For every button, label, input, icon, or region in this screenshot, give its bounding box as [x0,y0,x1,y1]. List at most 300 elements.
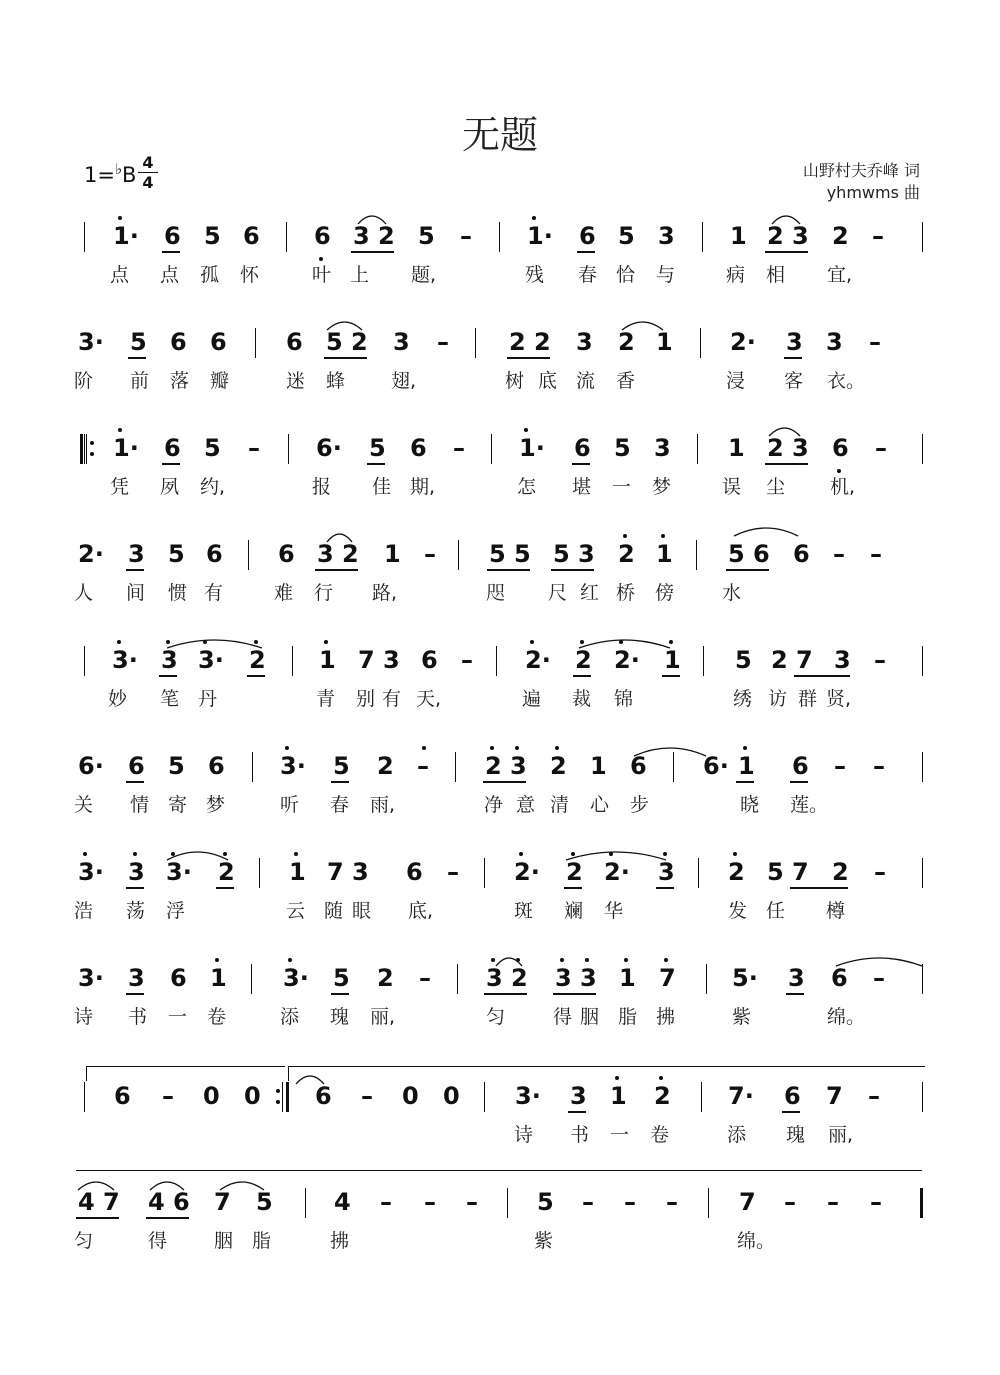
octave-dot-high [203,640,207,644]
jianpu-note: 3 [576,328,593,356]
lyric-syllable: 怎 [517,476,537,498]
lyric-syllable: 一 [610,1124,630,1146]
lyric-syllable: 迷 [286,370,306,392]
jianpu-note: 6 [753,540,770,568]
lyric-syllable: 瓣 [210,370,230,392]
beam-underline [790,887,848,889]
jianpu-note: 2 [485,752,502,780]
lyric-syllable: 叶 [312,264,332,286]
octave-dot-high [664,958,668,962]
jianpu-note: 2 [218,858,235,886]
beam-underline [551,569,594,571]
bar-line [697,434,698,464]
bar-line [507,1188,508,1218]
lyric-syllable: 得 [553,1006,573,1028]
octave-dot-high [580,640,584,644]
jianpu-note: 1 [610,1082,627,1110]
lyric-syllable: 一 [168,1006,188,1028]
dash-note: – [874,858,886,886]
lyric-syllable: 眼 [352,900,372,922]
dash-note: – [424,1188,436,1216]
bar-line [84,222,85,252]
octave-dot-high [294,852,298,856]
jianpu-note: 6 [243,222,260,250]
octave-dot-high [624,958,628,962]
lyric-syllable: 别 [356,688,376,710]
volta-bracket-2 [288,1066,925,1081]
bar-line [673,752,674,782]
duration-underline [572,463,590,465]
beam-underline [484,993,527,995]
octave-dot-high [117,640,121,644]
jianpu-note: 5 [537,1188,554,1216]
lyric-syllable: 华 [604,900,624,922]
lyric-syllable: 底, [408,900,434,922]
jianpu-note: 6 [792,752,809,780]
time-signature-top: 4 [142,153,154,172]
jianpu-note: 3 [826,328,843,356]
dash-note: – [870,1188,882,1216]
octave-dot-high [133,852,137,856]
octave-dot-high [733,852,737,856]
bar-line [84,646,85,676]
jianpu-note: 3 [161,646,178,674]
octave-dot-low [837,469,841,473]
lyric-syllable: 绵。 [827,1006,866,1028]
jianpu-note: 6 [574,434,591,462]
lyricist-credit: 山野村夫乔峰 词 [802,161,920,180]
octave-dot-high [585,958,589,962]
jianpu-note: 6 [208,752,225,780]
dash-note: – [666,1188,678,1216]
jianpu-note: 3 [128,540,145,568]
bar-line [922,1082,923,1112]
jianpu-note: 1· [519,434,545,462]
jianpu-note: 1 [384,540,401,568]
repeat-dot [276,1100,280,1104]
jianpu-note: 5 [130,328,147,356]
lyric-syllable: 诗 [74,1006,94,1028]
octave-dot-high [166,640,170,644]
lyric-syllable: 丽, [828,1124,854,1146]
jianpu-note: 3 [486,964,503,992]
lyric-syllable: 流 [576,370,596,392]
jianpu-note: 5· [732,964,758,992]
octave-dot-high [669,640,673,644]
jianpu-note: 3 [658,222,675,250]
jianpu-note: 1 [730,222,747,250]
lyric-syllable: 听 [280,794,300,816]
jianpu-note: 0 [203,1082,220,1110]
lyric-syllable: 题, [411,264,437,286]
lyric-syllable: 上 [350,264,370,286]
jianpu-note: 2 [378,222,395,250]
jianpu-note: 3 [578,540,595,568]
jianpu-note: 3 [580,964,597,992]
jianpu-note: 2 [575,646,592,674]
lyric-syllable: 傍 [655,582,675,604]
lyric-syllable: 净 [484,794,504,816]
jianpu-note: 1· [113,222,139,250]
lyric-syllable: 卷 [650,1124,670,1146]
jianpu-note: 2· [604,858,630,886]
repeat-start-thin [86,434,87,464]
bar-line [701,1082,702,1112]
duration-underline [662,675,680,677]
jianpu-note: 5 [767,858,784,886]
dash-note: – [248,434,260,462]
jianpu-note: 7 [826,1082,843,1110]
octave-dot-high [743,746,747,750]
lyric-syllable: 脂 [252,1230,272,1252]
duration-underline [784,357,802,359]
duration-underline [126,887,144,889]
jianpu-note: 6 [793,540,810,568]
octave-dot-high [118,428,122,432]
jianpu-note: 3 [353,222,370,250]
bar-line [922,752,923,782]
jianpu-note: 6 [630,752,647,780]
repeat-start-bar [80,434,83,464]
jianpu-note: 5 [553,540,570,568]
octave-dot-high [532,216,536,220]
jianpu-note: 5 [326,328,343,356]
dash-note: – [162,1082,174,1110]
dash-note: – [582,1188,594,1216]
beam-underline [315,569,358,571]
jianpu-note: 2 [342,540,359,568]
lyric-syllable: 衣。 [827,370,866,392]
jianpu-note: 6· [703,752,729,780]
jianpu-note: 3 [786,328,803,356]
jianpu-note: 3 [834,646,851,674]
lyric-syllable: 青 [316,688,336,710]
lyric-syllable: 与 [656,264,676,286]
bar-line [922,434,923,464]
lyric-syllable: 诗 [514,1124,534,1146]
duration-underline [247,675,265,677]
bar-line [708,1188,709,1218]
octave-dot-high [171,852,175,856]
dash-note: – [870,540,882,568]
repeat-dot [90,452,94,456]
lyric-syllable: 得 [148,1230,168,1252]
jianpu-note: 7 [327,858,344,886]
jianpu-note: 5 [204,434,221,462]
jianpu-note: 2 [767,222,784,250]
jianpu-note: 6 [210,328,227,356]
lyric-syllable: 浮 [166,900,186,922]
octave-dot-high [619,640,623,644]
dash-note: – [466,1188,478,1216]
jianpu-note: 3 [658,858,675,886]
jianpu-note: 2 [534,328,551,356]
octave-dot-high [288,958,292,962]
lyric-syllable: 前 [130,370,150,392]
dash-note: – [869,328,881,356]
jianpu-note: 1· [113,434,139,462]
jianpu-note: 3 [317,540,334,568]
jianpu-note: 2 [654,1082,671,1110]
duration-underline [126,781,144,783]
jianpu-note: 1 [619,964,636,992]
jianpu-note: 5 [204,222,221,250]
bar-line [484,858,485,888]
dash-note: – [447,858,459,886]
jianpu-note: 5 [256,1188,273,1216]
jianpu-note: 2 [377,752,394,780]
lyric-syllable: 拂 [330,1230,350,1252]
lyric-syllable: 佳 [372,476,392,498]
lyric-syllable: 误 [722,476,742,498]
lyric-syllable: 残 [525,264,545,286]
dash-note: – [834,752,846,780]
bar-line [458,540,459,570]
octave-dot-high [530,640,534,644]
jianpu-note: 2 [377,964,394,992]
lyric-syllable: 怀 [240,264,260,286]
bar-line [288,434,289,464]
jianpu-note: 6 [114,1082,131,1110]
duration-underline [577,251,595,253]
bar-line [248,540,249,570]
jianpu-note: 6 [286,328,303,356]
lyric-syllable: 樽 [826,900,846,922]
lyric-syllable: 行 [314,582,334,604]
dash-note: – [872,222,884,250]
jianpu-note: 6 [278,540,295,568]
lyric-syllable: 堪 [572,476,592,498]
octave-dot-high [524,428,528,432]
jianpu-note: 4 [148,1188,165,1216]
lyric-syllable: 荡 [126,900,146,922]
octave-dot-high [118,216,122,220]
lyric-syllable: 裁 [572,688,592,710]
jianpu-note: 2 [249,646,266,674]
jianpu-note: 5 [333,964,350,992]
lyric-syllable: 相 [766,264,786,286]
jianpu-note: 7 [103,1188,120,1216]
key-note: B [122,163,137,187]
jianpu-note: 3 [128,964,145,992]
octave-dot-high [555,746,559,750]
octave-dot-high [560,958,564,962]
duration-underline [126,569,144,571]
lyric-syllable: 梦 [652,476,672,498]
lyric-syllable: 春 [330,794,350,816]
duration-underline [786,993,804,995]
jianpu-note: 6 [128,752,145,780]
jianpu-note: 2· [614,646,640,674]
jianpu-note: 6 [170,328,187,356]
dash-note: – [380,1188,392,1216]
lyric-syllable: 宜, [827,264,853,286]
lyric-syllable: 点 [160,264,180,286]
octave-dot-high [215,958,219,962]
bar-line [922,964,923,994]
jianpu-note: 2 [511,964,528,992]
jianpu-note: 3 [383,646,400,674]
lyric-syllable: 落 [170,370,190,392]
lyric-syllable: 关 [74,794,94,816]
jianpu-note: 6 [315,1082,332,1110]
lyric-syllable: 路, [372,582,398,604]
jianpu-note: 6 [579,222,596,250]
time-signature [138,153,158,192]
jianpu-note: 3· [280,752,306,780]
lyric-syllable: 添 [280,1006,300,1028]
lyric-syllable: 云 [286,900,306,922]
dash-note: – [874,646,886,674]
lyric-syllable: 期, [410,476,436,498]
volta-bracket-1 [86,1066,285,1081]
repeat-dot [90,441,94,445]
duration-underline [564,887,582,889]
lyric-syllable: 阶 [74,370,94,392]
jianpu-note: 3· [166,858,192,886]
duration-underline [790,781,808,783]
final-bar [920,1188,923,1218]
time-signature-bottom: 4 [138,172,158,192]
bar-line [696,540,697,570]
jianpu-note: 3 [128,858,145,886]
lyric-syllable: 访 [768,688,788,710]
duration-underline [656,887,674,889]
duration-underline [367,463,385,465]
jianpu-note: 2 [618,540,635,568]
bar-line [698,858,699,888]
jianpu-note: 0 [402,1082,419,1110]
jianpu-note: 2 [618,328,635,356]
jianpu-note: 7 [358,646,375,674]
jianpu-note: 6· [316,434,342,462]
dash-note: – [453,434,465,462]
bar-line [702,222,703,252]
jianpu-note: 6 [832,434,849,462]
bar-line [499,222,500,252]
jianpu-note: 6 [206,540,223,568]
lyric-syllable: 发 [728,900,748,922]
bar-line [84,1082,85,1112]
bar-line [706,964,707,994]
bar-line [252,752,253,782]
octave-dot-high [254,640,258,644]
jianpu-note: 1· [527,222,553,250]
dash-note: – [361,1082,373,1110]
duration-underline [573,675,591,677]
dash-note: – [827,1188,839,1216]
bar-line [251,964,252,994]
lyric-syllable: 雨, [370,794,396,816]
lyric-syllable: 机, [830,476,856,498]
dash-note: – [624,1188,636,1216]
jianpu-note: 1 [664,646,681,674]
jianpu-note: 7 [796,646,813,674]
bar-line [703,646,704,676]
lyric-syllable: 有 [204,582,224,604]
bar-line [922,646,923,676]
bar-line [700,328,701,358]
jianpu-note: 3· [515,1082,541,1110]
jianpu-note: 6 [406,858,423,886]
lyric-syllable: 桥 [616,582,636,604]
lyric-syllable: 夙 [160,476,180,498]
lyric-syllable: 意 [516,794,536,816]
bar-line [491,434,492,464]
jianpu-note: 1 [656,328,673,356]
octave-dot-high [663,852,667,856]
jianpu-note: 5 [614,434,631,462]
jianpu-note: 1 [738,752,755,780]
jianpu-note: 3 [393,328,410,356]
lyric-syllable: 人 [74,582,94,604]
jianpu-note: 3· [198,646,224,674]
lyric-syllable: 病 [726,264,746,286]
beam-underline [351,251,394,253]
jianpu-note: 6 [831,964,848,992]
jianpu-note: 2 [832,222,849,250]
slur-arc [734,528,798,536]
dash-note: – [417,752,429,780]
octave-dot-high [661,534,665,538]
lyric-syllable: 客 [784,370,804,392]
lyric-syllable: 翅, [391,370,417,392]
lyric-syllable: 天, [416,688,442,710]
jianpu-note: 6 [164,222,181,250]
jianpu-note: 2· [514,858,540,886]
lyric-syllable: 拂 [656,1006,676,1028]
lyric-syllable: 心 [590,794,610,816]
dash-note: – [875,434,887,462]
jianpu-note: 5 [418,222,435,250]
lyric-syllable: 绣 [733,688,753,710]
octave-dot-high [422,746,426,750]
lyric-syllable: 紫 [534,1230,554,1252]
jianpu-note: 7 [659,964,676,992]
jianpu-note: 6 [784,1082,801,1110]
jianpu-note: 2 [509,328,526,356]
jianpu-note: 1 [590,752,607,780]
jianpu-note: 6 [164,434,181,462]
jianpu-note: 3 [352,858,369,886]
lyric-syllable: 瑰 [330,1006,350,1028]
jianpu-note: 1 [656,540,673,568]
repeat-dot [276,1089,280,1093]
dash-note: – [833,540,845,568]
octave-dot-high [324,640,328,644]
jianpu-note: 3· [78,858,104,886]
bar-line [84,434,85,464]
bar-line [255,328,256,358]
jianpu-note: 0 [244,1082,261,1110]
lyric-syllable: 难 [274,582,294,604]
jianpu-note: 5 [168,540,185,568]
lyric-syllable: 底 [538,370,558,392]
lyric-syllable: 贤, [826,688,852,710]
jianpu-note: 3· [112,646,138,674]
jianpu-note: 2· [78,540,104,568]
jianpu-note: 1 [289,858,306,886]
dash-note: – [419,964,431,992]
lyric-syllable: 丽, [370,1006,396,1028]
jianpu-note: 3 [570,1082,587,1110]
jianpu-note: 3 [792,434,809,462]
lyric-syllable: 书 [570,1124,590,1146]
jianpu-note: 6 [170,964,187,992]
octave-dot-high [519,852,523,856]
jianpu-note: 5 [735,646,752,674]
lyric-syllable: 浸 [726,370,746,392]
